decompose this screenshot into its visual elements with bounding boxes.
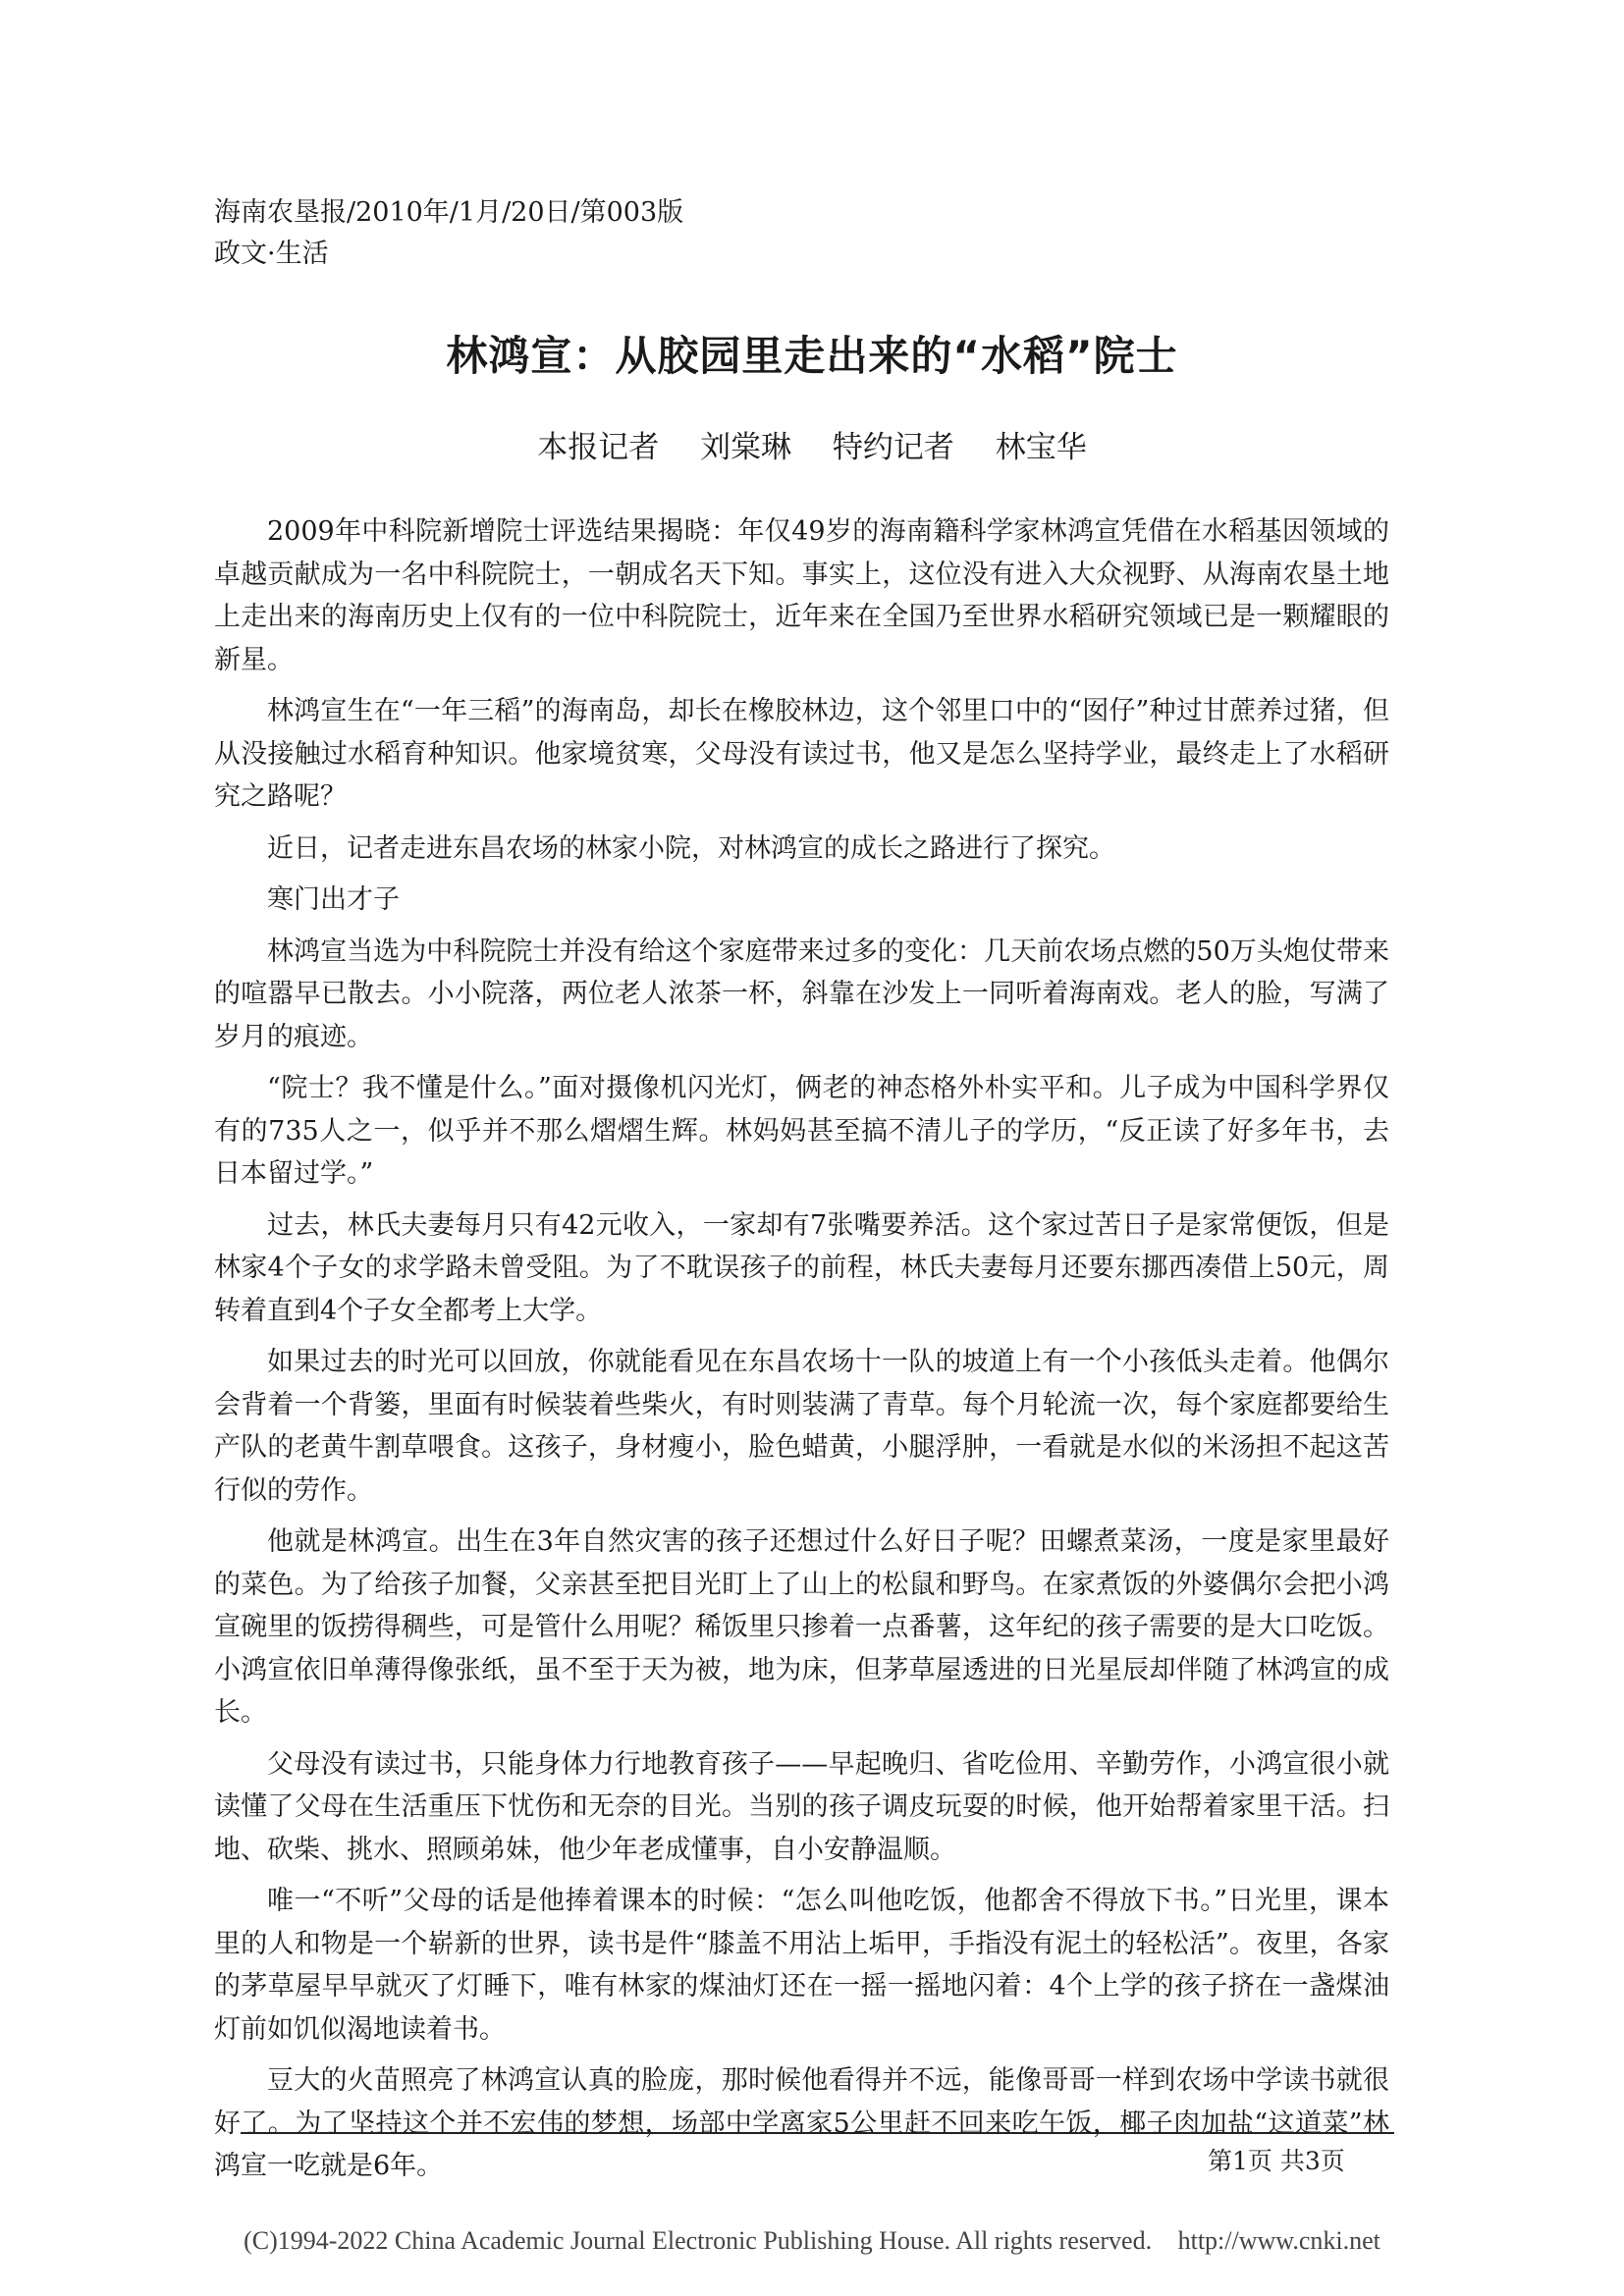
page-number: 第1页 共3页	[1208, 2147, 1345, 2175]
source-line: 海南农垦报/2010年/1月/20日/第003版	[214, 197, 684, 228]
article-title: 林鸿宣：从胶园里走出来的“水稻”院士	[446, 332, 1178, 380]
subheading: 寒门出才子	[267, 884, 400, 915]
byline-role-1: 本报记者	[537, 430, 660, 465]
copyright-footer	[0, 2226, 1624, 2256]
byline-role-2: 特约记者	[832, 430, 954, 465]
article-meta	[214, 192, 683, 275]
paragraph: 近日，记者走进东昌农场的林家小院，对林鸿宣的成长之路进行了探究。	[267, 832, 1115, 864]
paragraph: 林鸿宣当选为中科院院士并没有给这个家庭带来过多的变化：几天前农场点燃的50万头炮仗带来的喧嚣早已散去。小小院落，两位老人浓茶一杯，斜靠在沙发上一同听着海南戏。老人的脸，写满了岁月的痕迹。	[214, 935, 1389, 1052]
copyright-text: (C)1994-2022 China Academic Journal Electronic Publishing House. All rights reserved.	[244, 2226, 1153, 2255]
paragraph: 唯一“不听”父母的话是他捧着课本的时候：“怎么叫他吃饭，他都舍不得放下书。”日光里，课本里的人和物是一个崭新的世界，读书是件“膝盖不用沾上垢甲，手指没有泥土的轻松活”。夜里，各家的茅草屋早早就灭了灯睡下，唯有林家的煤油灯还在一摇一摇地闪着：4个上学的孩子挤在一盏煤油灯前如饥似渴地读着书。	[214, 1886, 1389, 2045]
paragraph: 父母没有读过书，只能身体力行地教育孩子——早起晚归、省吃俭用、辛勤劳作，小鸿宣很小就读懂了父母在生活重压下忧伤和无奈的目光。当别的孩子调皮玩耍的时候，他开始帮着家里干活。扫地、砍柴、挑水、照顾弟妹，他少年老成懂事，自小安静温顺。	[214, 1748, 1389, 1865]
footer-divider	[241, 2132, 1394, 2134]
byline-name-2: 林宝华	[995, 430, 1087, 465]
byline-name-1: 刘棠琳	[700, 430, 792, 465]
byline	[0, 422, 1624, 466]
paragraph: 豆大的火苗照亮了林鸿宣认真的脸庞，那时候他看得并不远，能像哥哥一样到农场中学读书就很好了。为了坚持这个并不宏伟的梦想，场部中学离家5公里赶不回来吃午饭，椰子肉加盐“这道菜”林鸿宣一吃就是6年。	[214, 2065, 1389, 2181]
paragraph: “院士？我不懂是什么。”面对摄像机闪光灯，俩老的神态格外朴实平和。儿子成为中国科学界仅有的735人之一，似乎并不那么熠熠生辉。林妈妈甚至搞不清儿子的学历，“反正读了好多年书，去日本留过学。”	[214, 1073, 1389, 1189]
section-line: 政文·生活	[214, 239, 329, 269]
paragraph: 如果过去的时光可以回放，你就能看见在东昌农场十一队的坡道上有一个小孩低头走着。他偶尔会背着一个背篓，里面有时候装着些柴火，有时则装满了青草。每个月轮流一次，每个家庭都要给生产队的老黄牛割草喂食。这孩子，身材瘦小，脸色蜡黄，小腿浮肿，一看就是水似的米汤担不起这苦行似的劳作。	[214, 1347, 1389, 1506]
paragraph: 过去，林氏夫妻每月只有42元收入，一家却有7张嘴要养活。这个家过苦日子是家常便饭，但是林家4个子女的求学路未曾受阻。为了不耽误孩子的前程，林氏夫妻每月还要东挪西凑借上50元，周转着直到4个子女全都考上大学。	[214, 1209, 1389, 1326]
article-body	[214, 510, 1389, 2197]
paragraph: 2009年中科院新增院士评选结果揭晓：年仅49岁的海南籍科学家林鸿宣凭借在水稻基因领域的卓越贡献成为一名中科院院士，一朝成名天下知。事实上，这位没有进入大众视野、从海南农垦土地上走出来的海南历史上仅有的一位中科院院士，近年来在全国乃至世界水稻研究领域已是一颗耀眼的新星。	[214, 516, 1389, 675]
paragraph: 他就是林鸿宣。出生在3年自然灾害的孩子还想过什么好日子呢？田螺煮菜汤，一度是家里最好的菜色。为了给孩子加餐，父亲甚至把目光盯上了山上的松鼠和野鸟。在家煮饭的外婆偶尔会把小鸿宣碗里的饭捞得稠些，可是管什么用呢？稀饭里只掺着一点番薯，这年纪的孩子需要的是大口吃饭。小鸿宣依旧单薄得像张纸，虽不至于天为被，地为床，但茅草屋透进的日光星辰却伴随了林鸿宣的成长。	[214, 1526, 1389, 1728]
paragraph: 林鸿宣生在“一年三稻”的海南岛，却长在橡胶林边，这个邻里口中的“囡仔”种过甘蔗养过猪，但从没接触过水稻育种知识。他家境贫寒，父母没有读过书，他又是怎么坚持学业，最终走上了水稻研究之路呢？	[214, 696, 1389, 812]
cnki-link[interactable]: http://www.cnki.net	[1177, 2226, 1380, 2255]
